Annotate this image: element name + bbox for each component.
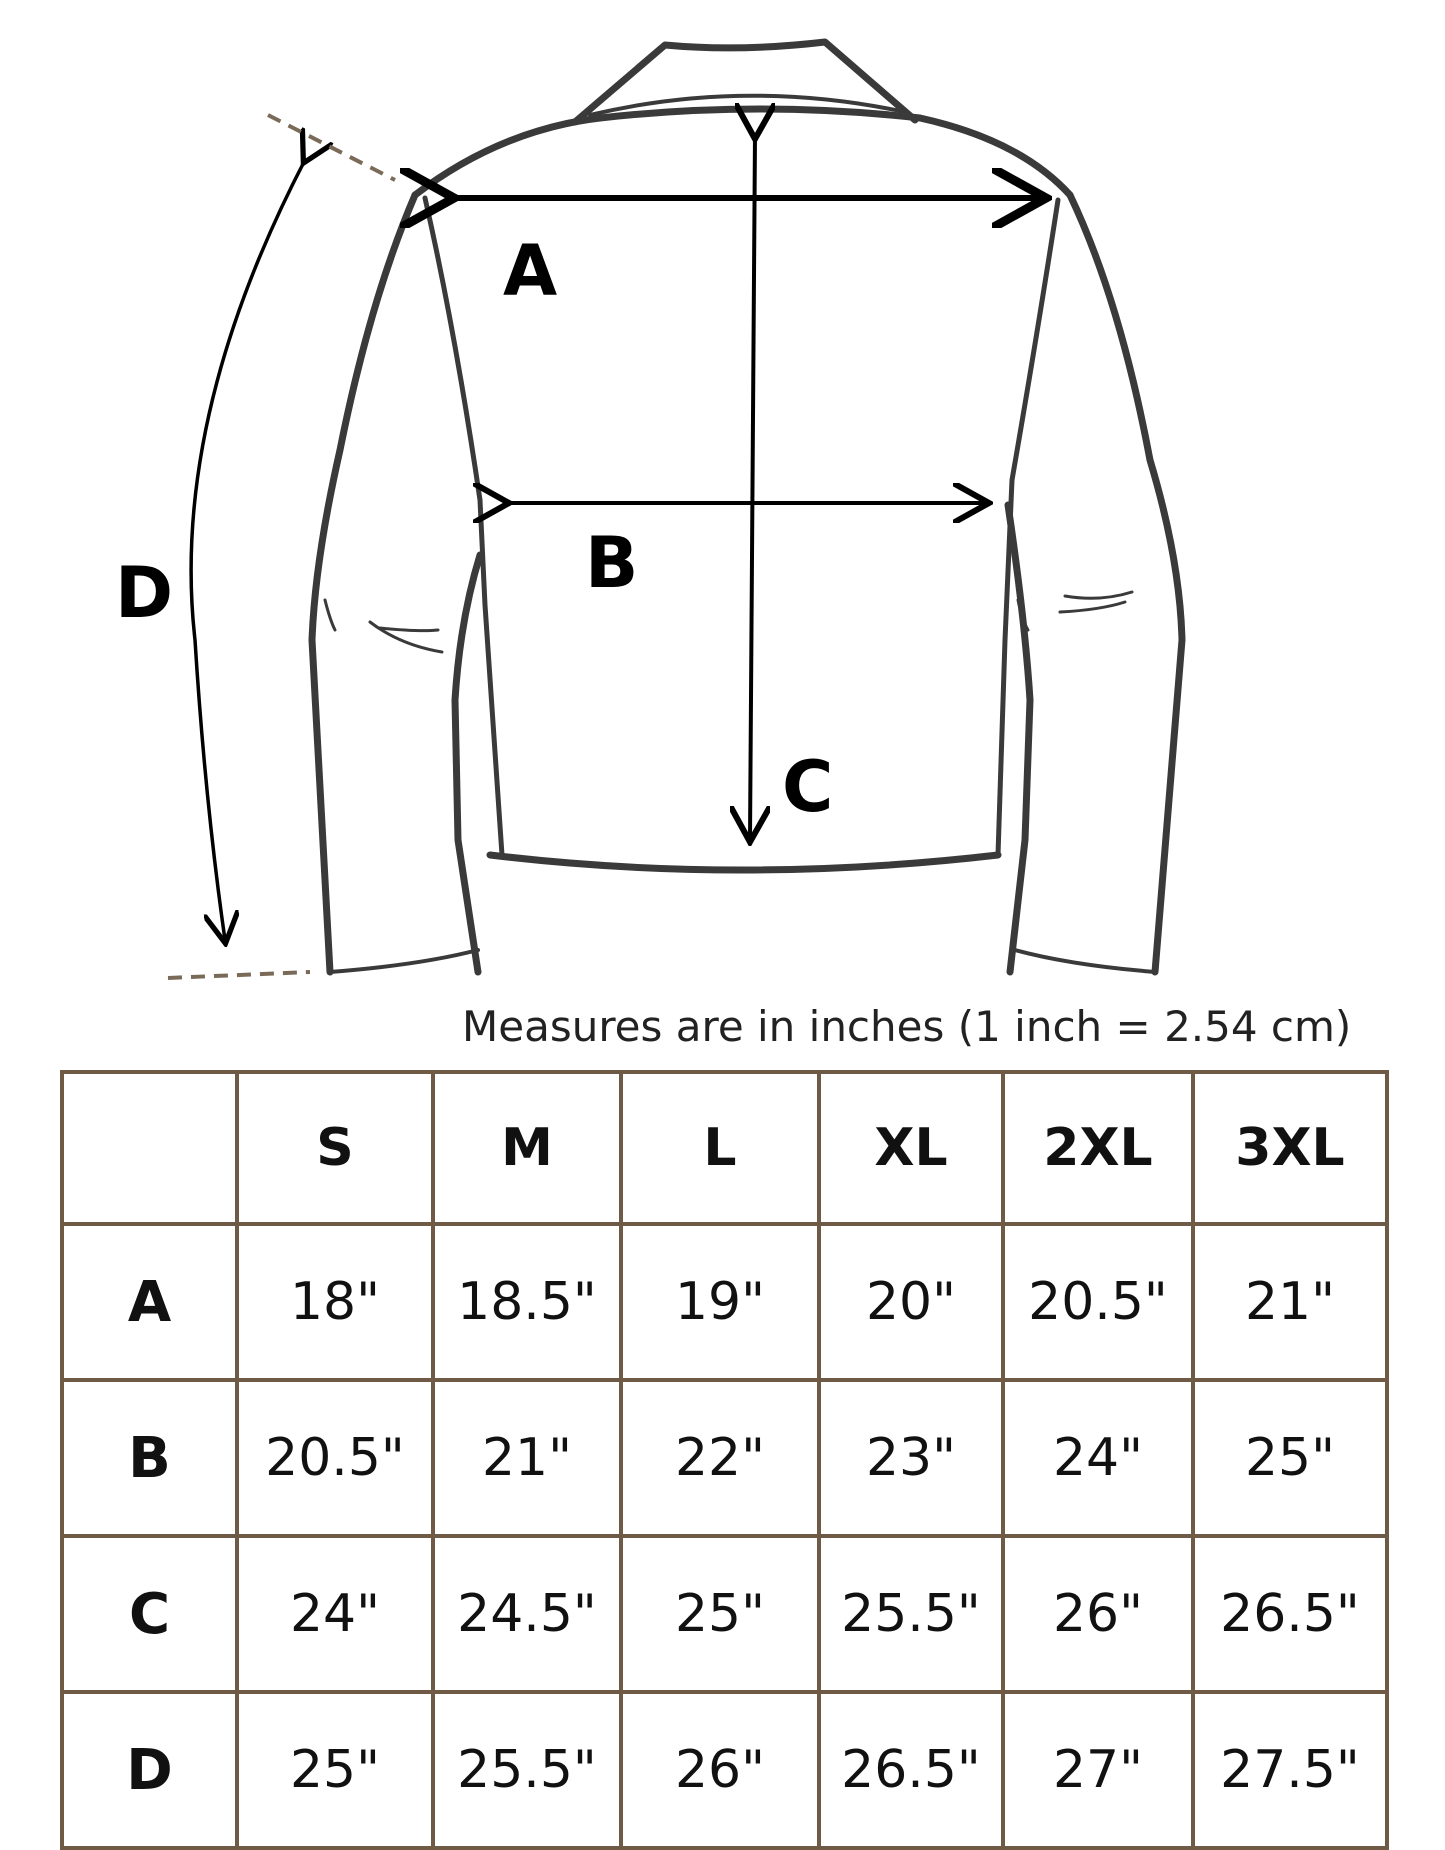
label-c: C — [782, 746, 834, 828]
table-cell: 26.5" — [819, 1692, 1003, 1848]
left-sleeve-outer — [312, 195, 415, 972]
shoulder-line — [415, 109, 1070, 195]
table-cell: 27.5" — [1193, 1692, 1387, 1848]
table-cell: 20.5" — [1003, 1224, 1193, 1380]
table-cell: 26" — [1003, 1536, 1193, 1692]
right-sleeve-outer — [1070, 195, 1182, 972]
left-sleeve-fold — [325, 600, 335, 630]
label-d: D — [115, 552, 174, 634]
guide-bottom-dashed — [168, 972, 310, 978]
left-elbow-crease-2 — [380, 628, 438, 631]
row-label: B — [62, 1380, 237, 1536]
right-elbow-crease-2 — [1060, 602, 1125, 612]
left-sleeve-cuff — [330, 950, 478, 972]
table-cell: 24" — [1003, 1380, 1193, 1536]
size-header: M — [433, 1072, 621, 1224]
table-cell: 26.5" — [1193, 1536, 1387, 1692]
guide-top-dashed — [268, 115, 395, 180]
table-cell: 18.5" — [433, 1224, 621, 1380]
table-cell: 25" — [1193, 1380, 1387, 1536]
size-header: S — [237, 1072, 433, 1224]
left-body-seam — [425, 198, 502, 855]
table-row — [62, 1536, 1387, 1692]
left-sleeve-inner — [455, 555, 480, 972]
table-cell: 20.5" — [237, 1380, 433, 1536]
table-cell: 25" — [237, 1692, 433, 1848]
size-header: XL — [819, 1072, 1003, 1224]
row-label: C — [62, 1536, 237, 1692]
left-elbow-crease — [370, 622, 442, 652]
table-cell: 25" — [621, 1536, 819, 1692]
table-cell: 22" — [621, 1380, 819, 1536]
table-cell: 27" — [1003, 1692, 1193, 1848]
right-sleeve-inner — [1008, 505, 1030, 972]
table-cell: 20" — [819, 1224, 1003, 1380]
size-header: 3XL — [1193, 1072, 1387, 1224]
size-chart-table — [60, 1070, 1389, 1850]
size-header: L — [621, 1072, 819, 1224]
table-cell: 19" — [621, 1224, 819, 1380]
table-cell: 25.5" — [819, 1536, 1003, 1692]
table-cell: 26" — [621, 1692, 819, 1848]
row-label: D — [62, 1692, 237, 1848]
table-row — [62, 1224, 1387, 1380]
size-header: 2XL — [1003, 1072, 1193, 1224]
right-sleeve-cuff — [1015, 950, 1155, 972]
arrow-c — [750, 135, 755, 838]
table-cell: 18" — [237, 1224, 433, 1380]
table-cell: 23" — [819, 1380, 1003, 1536]
measurement-note: Measures are in inches (1 inch = 2.54 cm) — [462, 1002, 1352, 1051]
table-cell: 21" — [1193, 1224, 1387, 1380]
right-elbow-crease — [1065, 592, 1132, 598]
row-label: A — [62, 1224, 237, 1380]
table-row — [62, 1692, 1387, 1848]
table-cell: 21" — [433, 1380, 621, 1536]
table-row — [62, 1380, 1387, 1536]
corner-cell — [62, 1072, 237, 1224]
arrow-d — [191, 160, 305, 940]
table-cell: 25.5" — [433, 1692, 621, 1848]
table-cell: 24.5" — [433, 1536, 621, 1692]
jacket-hem — [490, 855, 998, 870]
table-cell: 24" — [237, 1536, 433, 1692]
label-a: A — [503, 230, 558, 312]
label-b: B — [585, 522, 639, 604]
table-header-row — [62, 1072, 1387, 1224]
